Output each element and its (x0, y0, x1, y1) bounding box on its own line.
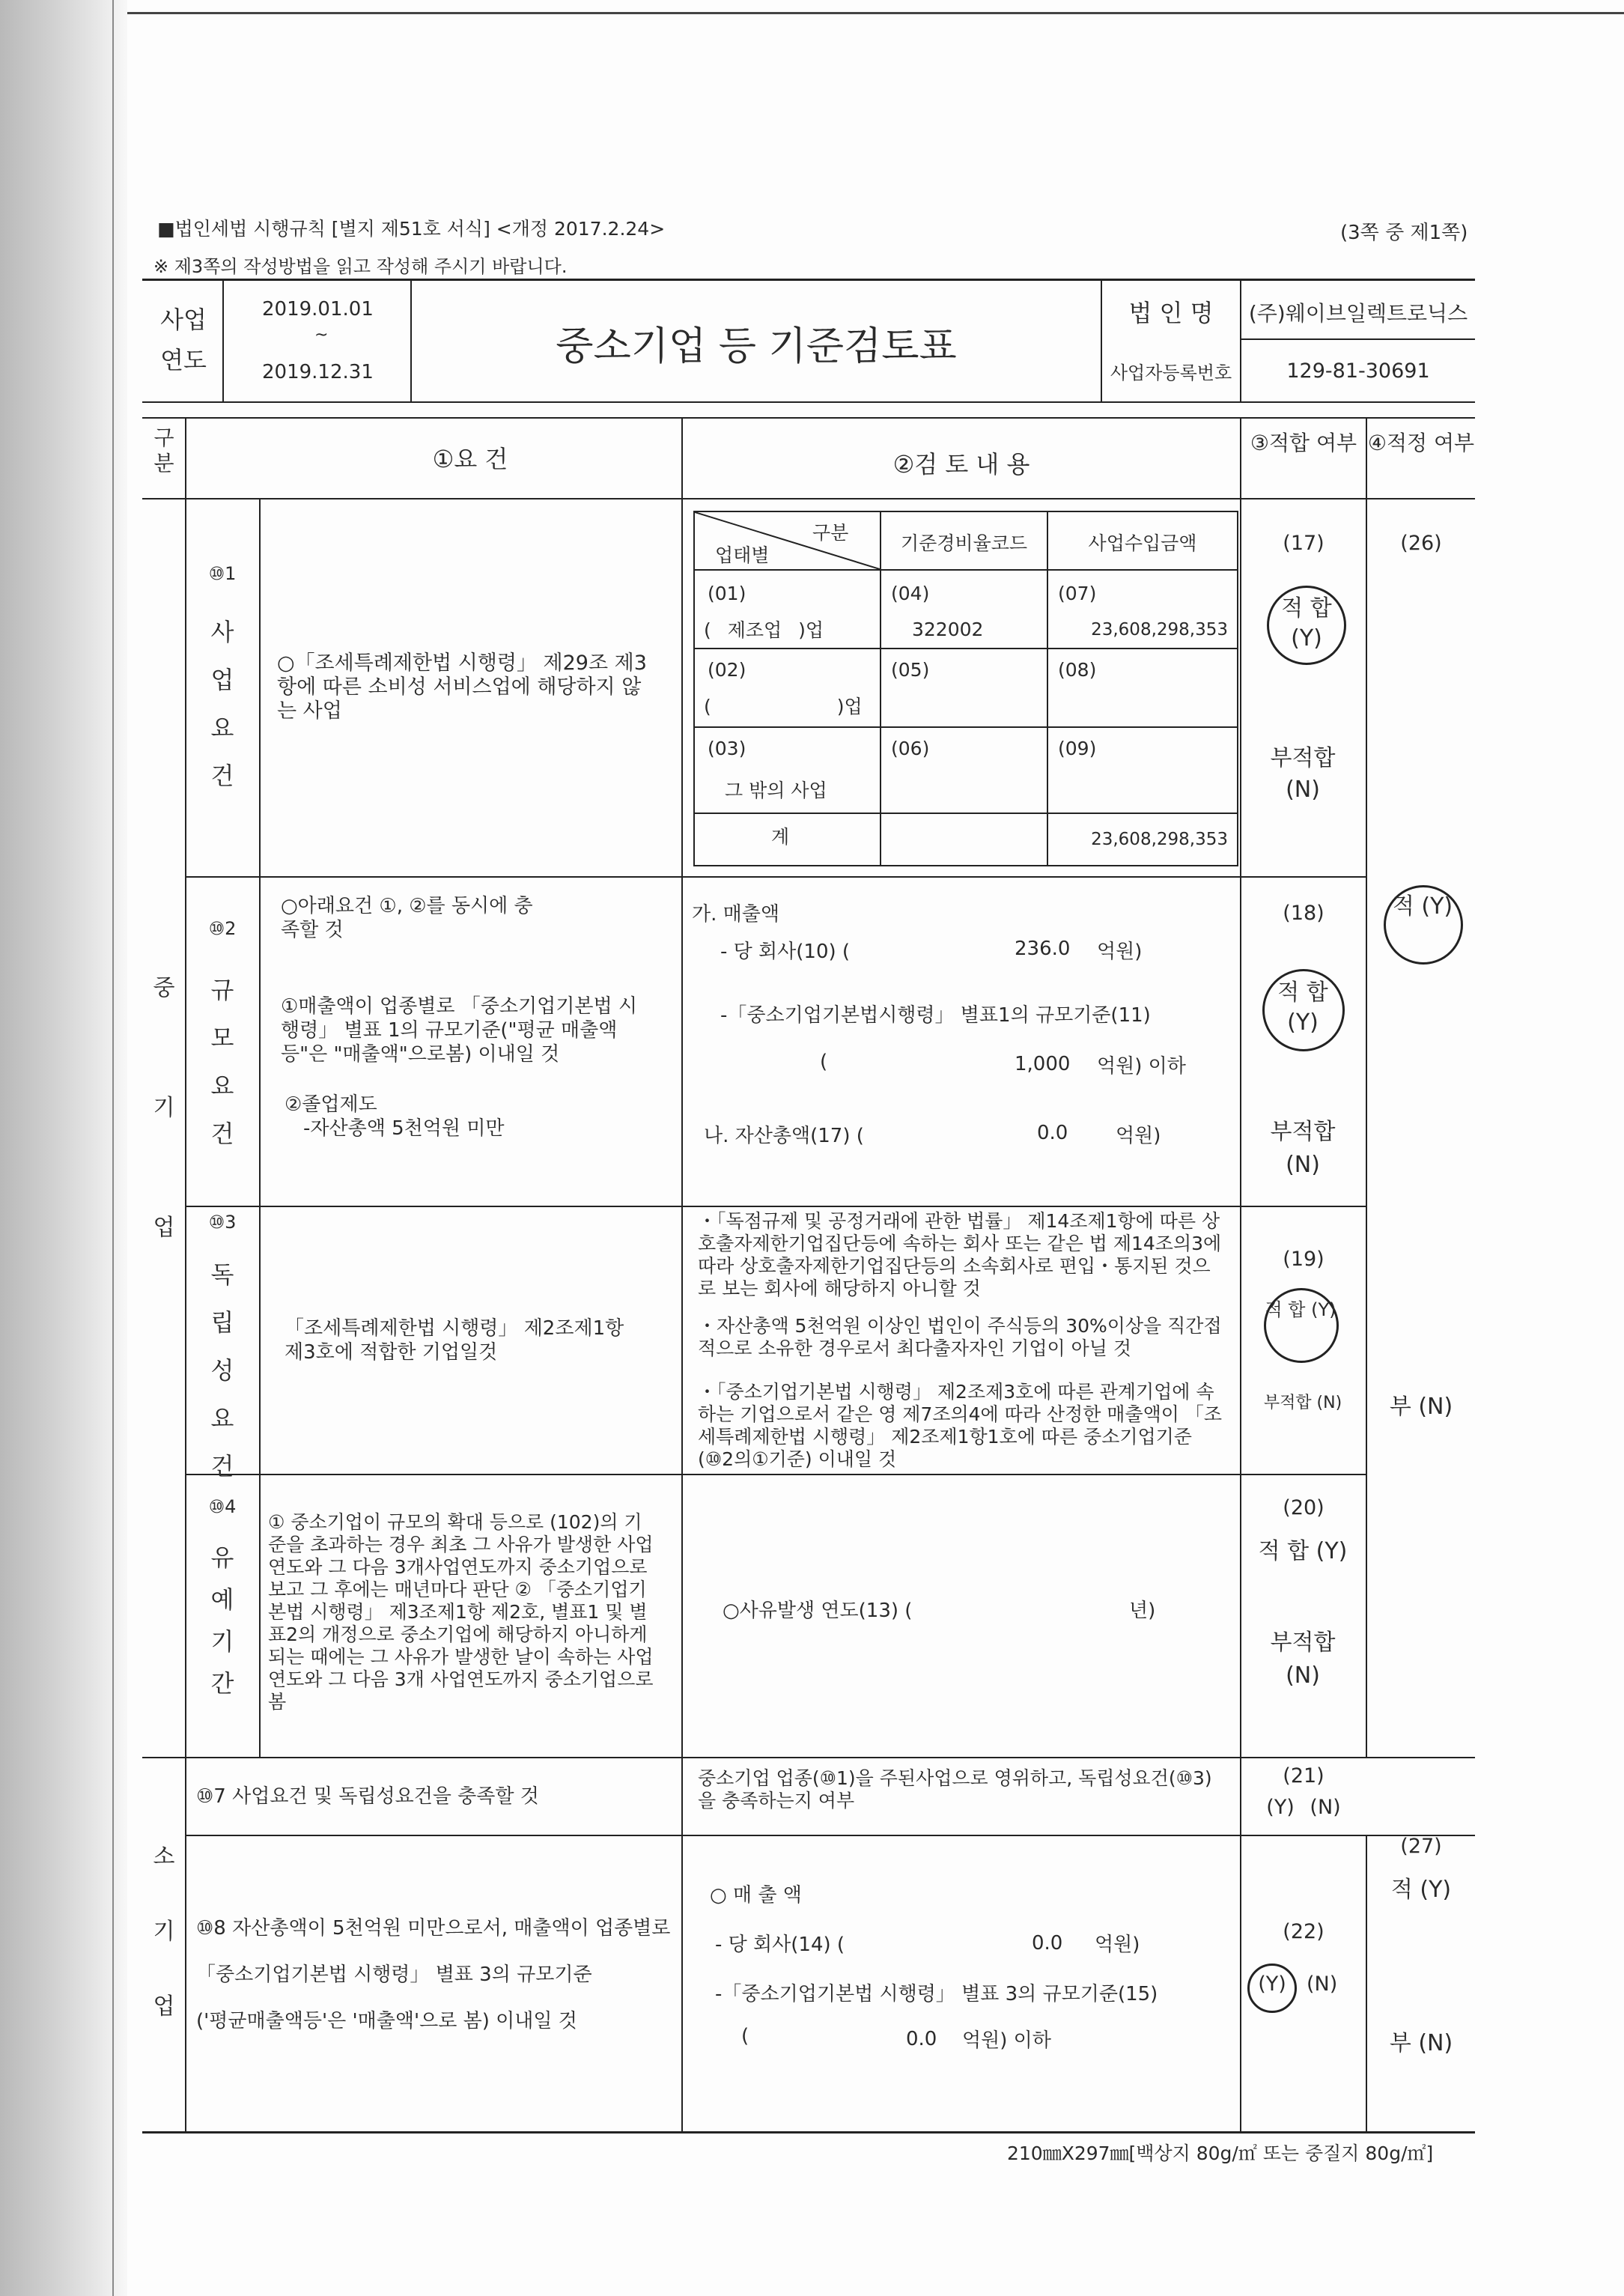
s108-fit-no: (22) (1283, 1920, 1325, 1943)
s101-number: ⑩1 (208, 563, 237, 584)
document-title: 중소기업 등 기준검토표 (556, 324, 957, 369)
rule (1240, 338, 1475, 340)
rule (185, 1206, 1366, 1207)
s101-r2-name: ( )업 (704, 696, 863, 717)
rule (185, 419, 186, 1757)
rule (142, 401, 1475, 403)
s102-fit-fail: 부적합 (N) (1270, 1119, 1336, 1178)
rule (142, 1757, 1475, 1758)
col-review-header: ②검 토 내 용 (892, 450, 1030, 479)
corp-name: (주)웨이브일렉트로닉스 (1248, 301, 1468, 326)
instruction-note: ※ 제3쪽의 작성방법을 읽고 작성해 주시기 바랍니다. (153, 256, 568, 277)
s101-fit-ok: 적 합 (Y) (1281, 595, 1332, 652)
s102-req-1: ①매출액이 업종별로 「중소기업기본법 시행령」 별표 1의 규모기준("평균 매출액등"은 "매출액"으로봄) 이내일 것 (281, 995, 637, 1066)
s101-total: 23,608,298,353 (1091, 830, 1228, 849)
rule (142, 498, 1475, 499)
rule (1240, 419, 1241, 2131)
s101-proper-no: (26) (1400, 532, 1442, 555)
s104-review-end: 년) (1129, 1600, 1156, 1622)
s102-a1-val: 236.0 (1015, 938, 1071, 960)
rule (142, 279, 1475, 281)
s107-review: 중소기업 업종(⑩1)을 주된사업으로 영위하고, 독립성요건(⑩3)을 충족하는지 여부 (698, 1767, 1212, 1811)
s108-r-title: ○ 매 출 액 (710, 1884, 802, 1907)
period-end: 2019.12.31 (262, 361, 374, 383)
rule (693, 813, 1238, 814)
s104-fit-no: (20) (1283, 1496, 1325, 1519)
s101-r1-name: ( 제조업 )업 (704, 619, 824, 641)
side-label-small: 소 기 업 (153, 1844, 175, 2020)
form-reference: ■법인세법 시행규칙 [별지 제51호 서식] <개정 2017.2.24> (157, 218, 666, 240)
period-start: 2019.01.01 (262, 298, 374, 321)
s102-a1: - 당 회사(10) ( (720, 941, 851, 963)
s102-b: 나. 자산총액(17) ( (704, 1125, 864, 1147)
s103-proper-fail: 부 (N) (1389, 1394, 1453, 1420)
rule (142, 417, 1475, 419)
period-tilde: ~ (314, 326, 329, 344)
page-info: (3쪽 중 제1쪽) (1340, 222, 1468, 244)
rule (185, 1758, 186, 2131)
s101-r2-rev-no: (08) (1058, 659, 1097, 681)
s108-req-2: 「중소기업기본법 시행령」 별표 3의 규모기준 (196, 1964, 592, 1986)
rule (1047, 511, 1048, 866)
s101-r3-rev-no: (09) (1058, 738, 1097, 759)
s101-hdr-type: 업태별 (715, 544, 770, 566)
s102-req-2-detail: -자산총액 5천억원 미만 (303, 1117, 505, 1140)
s102-a3-open: ( (820, 1051, 828, 1073)
s101-r1-code: 322002 (912, 619, 984, 640)
s102-fit-no: (18) (1283, 902, 1325, 925)
s108-fit-y: (Y) (1258, 1972, 1286, 1996)
rule (880, 511, 881, 866)
s104-fit-fail: 부적합 (N) (1270, 1630, 1336, 1689)
s104-fit-ok: 적 합 (Y) (1258, 1538, 1348, 1564)
s108-fit-n: (N) (1307, 1972, 1338, 1996)
rule (259, 499, 261, 1758)
s102-proper-ok: 적 (Y) (1392, 893, 1453, 920)
s101-r1-no: (01) (708, 583, 746, 604)
s108-req-3: ('평균매출액등'은 '매출액'으로 봄) 이내일 것 (196, 2010, 577, 2032)
s101-r1-code-no: (04) (891, 583, 930, 604)
s103-fit-fail: 부적합 (N) (1263, 1394, 1342, 1412)
s103-fit-ok: 적 합 (Y) (1265, 1299, 1336, 1320)
s108-proper-fail: 부 (N) (1389, 2030, 1453, 2056)
paper-spec-footer: 210㎜X297㎜[백상지 80g/㎡ 또는 중질지 80g/㎡] (1007, 2142, 1434, 2164)
s101-label: 사업요건 (210, 618, 234, 790)
s101-hdr-revenue: 사업수입금액 (1088, 532, 1197, 554)
s101-hdr-div: 구분 (812, 522, 849, 544)
s103-criterion-3: ・「중소기업기본법 시행령」 제2조제3호에 따른 관계기업에 속하는 기업으로서 같은 영 제7조의4에 따라 산정한 매출액이 「조세특례제한법 시행령」 제2조제1항1호에 따른 중소기업기준(⑩2의①기준) 이내일 것 (698, 1381, 1222, 1470)
gutter-line (112, 0, 114, 2296)
rule (410, 280, 412, 401)
s103-number: ⑩3 (208, 1212, 237, 1233)
s102-b-val: 0.0 (1037, 1122, 1068, 1144)
s101-total-label: 계 (771, 826, 790, 848)
s108-r2: -「중소기업기본법 시행령」 별표 3의 규모기준(15) (715, 1983, 1158, 2005)
s101-r3-name: 그 밖의 사업 (725, 780, 827, 801)
s101-r3-code-no: (06) (891, 738, 930, 759)
rule (1237, 511, 1238, 866)
rule (185, 876, 1366, 878)
rule (693, 726, 1238, 728)
s102-req-intro: ○아래요건 ①, ②를 동시에 충족할 것 (281, 895, 533, 941)
col-proper-header: ④적정 여부 (1367, 431, 1475, 455)
s102-number: ⑩2 (208, 918, 237, 939)
s108-req-1: ⑩8 자산총액이 5천억원 미만으로서, 매출액이 업종별로 (196, 1917, 671, 1940)
s108-r3-val: 0.0 (906, 2028, 937, 2050)
s107-fit-yn: (Y) (N) (1266, 1796, 1341, 1819)
binding-gutter (0, 0, 127, 2296)
s102-a2: -「중소기업기본법시행령」 별표1의 규모기준(11) (720, 1004, 1151, 1027)
s101-requirement: ○「조세특례제한법 시행령」 제29조 제3항에 따른 소비성 서비스업에 해당하지 않는 사업 (277, 652, 647, 723)
s107-requirement: ⑩7 사업요건 및 독립성요건을 충족할 것 (196, 1785, 539, 1808)
s107-fit-no: (21) (1283, 1764, 1325, 1788)
s102-a-title: 가. 매출액 (692, 903, 779, 926)
s101-fit-fail: 부적합 (N) (1270, 745, 1336, 803)
s102-fit-ok: 적 합 (Y) (1277, 980, 1328, 1036)
s101-r2-code-no: (05) (891, 659, 930, 681)
col-req-header: ①요 건 (432, 445, 508, 473)
s102-label: 규모요건 (210, 976, 234, 1148)
s107-proper-no: (27) (1400, 1835, 1442, 1858)
s108-r3-unit: 억원) 이하 (962, 2029, 1051, 2052)
rule (185, 1835, 1475, 1836)
biz-reg-number: 129-81-30691 (1286, 359, 1430, 383)
s108-r1-val: 0.0 (1032, 1932, 1063, 1955)
side-label-sme: 중 기 업 (153, 975, 175, 1241)
s104-requirement: ① 중소기업이 규모의 확대 등으로 (102)의 기준을 초과하는 경우 최초 그 사유가 발생한 사업연도와 그 다음 3개사업연도까지 중소기업으로 보고 그 후에는 매년마다 판단 ② 「중소기업기본법 시행령」 제3조제1항 제2호, 별표1 및 별표2의 개정으로 중소기업에 해당하지 아니하게 되는 때에는 그 사유가 발생한 날이 속하는 사업연도와 그 다음 3개 사업연도까지 중소기업으로 봄 (268, 1511, 654, 1713)
rule (681, 419, 683, 2131)
scan-top-edge (127, 12, 1624, 14)
rule (142, 2131, 1475, 2133)
s101-hdr-code: 기준경비율코드 (900, 532, 1028, 554)
s108-proper-ok: 적 (Y) (1390, 1877, 1452, 1903)
s101-r1-rev: 23,608,298,353 (1091, 620, 1228, 640)
rule (693, 648, 1238, 649)
s103-requirement: 「조세특례제한법 시행령」 제2조제1항제3호에 적합한 기업일것 (285, 1317, 624, 1364)
period-label: 사업 연도 (160, 306, 207, 374)
rule (185, 1474, 1366, 1475)
s101-r3-no: (03) (708, 738, 746, 759)
col-fit-header: ③적합 여부 (1250, 431, 1357, 455)
s102-a1-unit: 억원) (1097, 941, 1143, 963)
col-div-header: 구분 (153, 425, 174, 476)
s102-a3-val: 1,000 (1015, 1053, 1071, 1075)
s104-number: ⑩4 (208, 1496, 237, 1517)
s102-b-unit: 억원) (1116, 1125, 1161, 1147)
s108-r1: - 당 회사(14) ( (715, 1934, 845, 1956)
rule (1366, 419, 1367, 1757)
s103-criterion-1: ・「독점규제 및 공정거래에 관한 법률」 제14조제1항에 따른 상호출자제한기업집단등에 속하는 회사 또는 같은 법 제14조의3에 따라 상호출자제한기업집단등의 소속회사로 편입・통지된 것으로 보는 회사에 해당하지 아니할 것 (698, 1210, 1222, 1299)
s108-r1-unit: 억원) (1095, 1934, 1140, 1956)
rule (693, 865, 1238, 866)
rule (222, 280, 224, 401)
s104-label: 유예기간 (210, 1543, 234, 1698)
biz-reg-label: 사업자등록번호 (1110, 362, 1232, 383)
s104-review: ○사유발생 연도(13) ( (723, 1600, 913, 1622)
s102-req-2: ②졸업제도 (285, 1093, 377, 1116)
s103-criterion-2: ・자산총액 5천억원 이상인 법인이 주식등의 30%이상을 직간접적으로 소유한 경우로서 최다출자자인 기업이 아닐 것 (698, 1315, 1222, 1359)
corp-name-label: 법 인 명 (1128, 299, 1214, 327)
s101-fit-no: (17) (1283, 532, 1325, 555)
s103-fit-no: (19) (1283, 1248, 1325, 1271)
s102-a3-unit: 억원) 이하 (1097, 1055, 1186, 1078)
s101-r1-rev-no: (07) (1058, 583, 1097, 604)
s101-r2-no: (02) (708, 659, 746, 681)
rule (693, 569, 1238, 571)
s108-r3-open: ( (741, 2025, 749, 2047)
s103-label: 독립성요건 (210, 1260, 234, 1480)
